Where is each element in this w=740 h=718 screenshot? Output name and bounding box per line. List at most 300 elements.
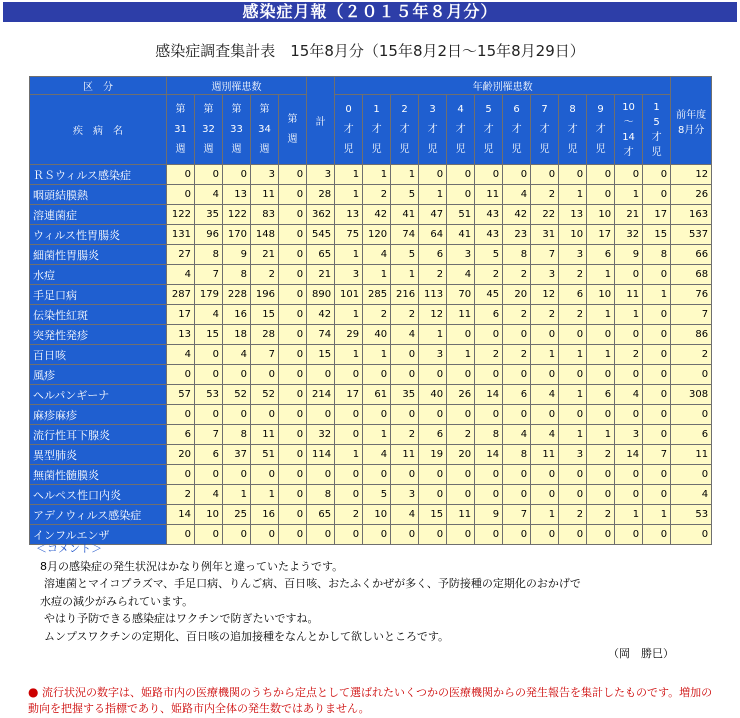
case-count-cell: 1 bbox=[391, 265, 419, 285]
case-count-cell: 5 bbox=[391, 245, 419, 265]
case-count-cell: 74 bbox=[307, 325, 335, 345]
case-count-cell: 228 bbox=[223, 285, 251, 305]
disease-name-cell: 突発性発疹 bbox=[30, 325, 167, 345]
case-count-cell: 43 bbox=[475, 205, 503, 225]
case-count-cell: 0 bbox=[391, 345, 419, 365]
case-count-cell: 0 bbox=[307, 465, 335, 485]
case-count-cell: 0 bbox=[195, 525, 223, 545]
case-count-cell: 31 bbox=[531, 225, 559, 245]
case-count-cell: 0 bbox=[419, 365, 447, 385]
comment-line: ムンプスワクチンの定期化、百日咳の追加接種をなんとかして欲しいところです。 bbox=[44, 629, 450, 643]
case-count-cell: 0 bbox=[643, 485, 671, 505]
case-count-cell: 131 bbox=[167, 225, 195, 245]
case-count-cell: 17 bbox=[587, 225, 615, 245]
header-age-char: 5 bbox=[485, 103, 492, 115]
case-count-cell: 5 bbox=[475, 245, 503, 265]
case-count-cell: 27 bbox=[167, 245, 195, 265]
case-count-cell: 35 bbox=[195, 205, 223, 225]
case-count-cell: 4 bbox=[363, 245, 391, 265]
case-count-cell: 1 bbox=[335, 245, 363, 265]
case-count-cell: 1 bbox=[391, 165, 419, 185]
case-count-cell: 0 bbox=[391, 465, 419, 485]
case-count-cell: 3 bbox=[559, 445, 587, 465]
case-count-cell: 0 bbox=[643, 345, 671, 365]
case-count-cell: 0 bbox=[643, 405, 671, 425]
header-week-char: 週 bbox=[203, 143, 214, 155]
case-count-cell: 0 bbox=[363, 365, 391, 385]
case-count-cell: 76 bbox=[671, 285, 712, 305]
disease-name-cell: 無菌性髄膜炎 bbox=[30, 465, 167, 485]
header-prev-year-line1: 前年度 bbox=[676, 109, 707, 121]
case-count-cell: 0 bbox=[643, 165, 671, 185]
case-count-cell: 1 bbox=[615, 305, 643, 325]
case-count-cell: 53 bbox=[671, 505, 712, 525]
case-count-cell: 2 bbox=[559, 305, 587, 325]
case-count-cell: 0 bbox=[475, 365, 503, 385]
case-count-cell: 0 bbox=[615, 165, 643, 185]
case-count-cell: 0 bbox=[279, 465, 307, 485]
header-age-char: 才 bbox=[651, 131, 662, 143]
case-count-cell: 1 bbox=[587, 305, 615, 325]
case-count-cell: 0 bbox=[531, 365, 559, 385]
case-count-cell: 0 bbox=[167, 465, 195, 485]
case-count-cell: 2 bbox=[419, 265, 447, 285]
case-count-cell: 65 bbox=[307, 245, 335, 265]
case-count-cell: 7 bbox=[195, 425, 223, 445]
case-count-cell: 3 bbox=[307, 165, 335, 185]
header-age-char: 児 bbox=[371, 143, 382, 155]
case-count-cell: 1 bbox=[223, 485, 251, 505]
case-count-cell: 0 bbox=[559, 465, 587, 485]
case-count-cell: 0 bbox=[587, 365, 615, 385]
table-row bbox=[30, 425, 712, 445]
case-count-cell: 8 bbox=[223, 425, 251, 445]
case-count-cell: 0 bbox=[615, 365, 643, 385]
header-week-1 bbox=[167, 95, 195, 165]
case-count-cell: 12 bbox=[419, 305, 447, 325]
case-count-cell: 14 bbox=[475, 445, 503, 465]
case-count-cell: 0 bbox=[167, 405, 195, 425]
header-age-char: 児 bbox=[343, 143, 354, 155]
case-count-cell: 0 bbox=[559, 405, 587, 425]
case-count-cell: 65 bbox=[307, 505, 335, 525]
table-row bbox=[30, 405, 712, 425]
case-count-cell: 2 bbox=[447, 425, 475, 445]
disease-name-cell: 伝染性紅斑 bbox=[30, 305, 167, 325]
case-count-cell: 26 bbox=[671, 185, 712, 205]
report-banner-title: 感染症月報（２０１５年８月分） bbox=[3, 2, 737, 22]
case-count-cell: 0 bbox=[503, 405, 531, 425]
header-age-char: 0 bbox=[345, 103, 352, 115]
disease-name-cell: アデノウィルス感染症 bbox=[30, 505, 167, 525]
header-age-char: ～ bbox=[623, 116, 634, 128]
case-count-cell: 9 bbox=[223, 245, 251, 265]
header-age-char: 14 bbox=[622, 131, 635, 143]
case-count-cell: 0 bbox=[195, 405, 223, 425]
header-age-char: 才 bbox=[567, 123, 578, 135]
case-count-cell: 2 bbox=[559, 505, 587, 525]
case-count-cell: 0 bbox=[223, 525, 251, 545]
header-age-char: 才 bbox=[343, 123, 354, 135]
case-count-cell: 0 bbox=[447, 185, 475, 205]
case-count-cell: 0 bbox=[587, 165, 615, 185]
case-count-cell: 5 bbox=[363, 485, 391, 505]
disease-survey-table bbox=[29, 76, 712, 545]
header-week-4 bbox=[251, 95, 279, 165]
case-count-cell: 1 bbox=[643, 285, 671, 305]
case-count-cell: 11 bbox=[391, 445, 419, 465]
case-count-cell: 163 bbox=[671, 205, 712, 225]
case-count-cell: 2 bbox=[531, 305, 559, 325]
case-count-cell: 890 bbox=[307, 285, 335, 305]
case-count-cell: 3 bbox=[391, 485, 419, 505]
case-count-cell: 4 bbox=[615, 385, 643, 405]
case-count-cell: 15 bbox=[195, 325, 223, 345]
case-count-cell: 0 bbox=[391, 365, 419, 385]
case-count-cell: 0 bbox=[503, 365, 531, 385]
case-count-cell: 287 bbox=[167, 285, 195, 305]
case-count-cell: 0 bbox=[587, 405, 615, 425]
case-count-cell: 17 bbox=[643, 205, 671, 225]
case-count-cell: 4 bbox=[447, 265, 475, 285]
case-count-cell: 61 bbox=[363, 385, 391, 405]
case-count-cell: 0 bbox=[643, 265, 671, 285]
case-count-cell: 0 bbox=[335, 425, 363, 445]
case-count-cell: 0 bbox=[531, 325, 559, 345]
header-age-char: 児 bbox=[427, 143, 438, 155]
header-age-9 bbox=[559, 95, 587, 165]
case-count-cell: 0 bbox=[279, 305, 307, 325]
case-count-cell: 0 bbox=[503, 165, 531, 185]
case-count-cell: 0 bbox=[559, 525, 587, 545]
case-count-cell: 4 bbox=[223, 345, 251, 365]
case-count-cell: 148 bbox=[251, 225, 279, 245]
case-count-cell: 0 bbox=[223, 365, 251, 385]
case-count-cell: 2 bbox=[503, 265, 531, 285]
case-count-cell: 0 bbox=[251, 465, 279, 485]
case-count-cell: 0 bbox=[195, 365, 223, 385]
header-age-char: 8 bbox=[569, 103, 576, 115]
case-count-cell: 3 bbox=[251, 165, 279, 185]
case-count-cell: 1 bbox=[335, 345, 363, 365]
case-count-cell: 6 bbox=[419, 425, 447, 445]
case-count-cell: 0 bbox=[531, 485, 559, 505]
case-count-cell: 0 bbox=[587, 525, 615, 545]
case-count-cell: 68 bbox=[671, 265, 712, 285]
header-week-char: 第 bbox=[259, 103, 270, 115]
header-weekly-cases: 週別罹患数 bbox=[167, 77, 307, 95]
case-count-cell: 4 bbox=[531, 385, 559, 405]
case-count-cell: 0 bbox=[475, 405, 503, 425]
table-row bbox=[30, 465, 712, 485]
table-row bbox=[30, 445, 712, 465]
header-disease-name: 疾 病 名 bbox=[30, 95, 167, 165]
case-count-cell: 0 bbox=[279, 285, 307, 305]
case-count-cell: 6 bbox=[587, 245, 615, 265]
table-row bbox=[30, 265, 712, 285]
case-count-cell: 0 bbox=[531, 525, 559, 545]
case-count-cell: 51 bbox=[447, 205, 475, 225]
header-age-char: 1 bbox=[373, 103, 380, 115]
case-count-cell: 0 bbox=[251, 405, 279, 425]
case-count-cell: 0 bbox=[279, 405, 307, 425]
case-count-cell: 42 bbox=[307, 305, 335, 325]
header-age-3 bbox=[391, 95, 419, 165]
header-age-5 bbox=[447, 95, 475, 165]
case-count-cell: 0 bbox=[419, 405, 447, 425]
case-count-cell: 6 bbox=[671, 425, 712, 445]
header-age-char: 才 bbox=[539, 123, 550, 135]
case-count-cell: 12 bbox=[531, 285, 559, 305]
case-count-cell: 4 bbox=[195, 305, 223, 325]
case-count-cell: 1 bbox=[335, 445, 363, 465]
header-age-char: 1 bbox=[653, 101, 660, 113]
table-row bbox=[30, 365, 712, 385]
case-count-cell: 25 bbox=[223, 505, 251, 525]
case-count-cell: 0 bbox=[475, 525, 503, 545]
case-count-cell: 3 bbox=[419, 345, 447, 365]
header-age-char: 児 bbox=[483, 143, 494, 155]
header-prev-year-line2: 8月分 bbox=[677, 124, 705, 136]
header-age-char: 才 bbox=[511, 123, 522, 135]
case-count-cell: 1 bbox=[335, 185, 363, 205]
case-count-cell: 0 bbox=[643, 185, 671, 205]
header-age-char: 才 bbox=[623, 146, 634, 158]
table-row bbox=[30, 165, 712, 185]
table-row bbox=[30, 305, 712, 325]
case-count-cell: 13 bbox=[559, 205, 587, 225]
case-count-cell: 0 bbox=[279, 265, 307, 285]
case-count-cell: 122 bbox=[223, 205, 251, 225]
disease-name-cell: ウィルス性胃腸炎 bbox=[30, 225, 167, 245]
case-count-cell: 0 bbox=[587, 325, 615, 345]
header-week-char: 第 bbox=[287, 113, 298, 125]
case-count-cell: 13 bbox=[167, 325, 195, 345]
case-count-cell: 0 bbox=[447, 485, 475, 505]
case-count-cell: 2 bbox=[587, 445, 615, 465]
header-age-char: 9 bbox=[597, 103, 604, 115]
case-count-cell: 1 bbox=[419, 185, 447, 205]
comment-line: やはり予防できる感染症はワクチンで防ぎたいですね。 bbox=[44, 612, 319, 625]
disease-name-cell: インフルエンザ bbox=[30, 525, 167, 545]
case-count-cell: 2 bbox=[671, 345, 712, 365]
case-count-cell: 2 bbox=[503, 305, 531, 325]
case-count-cell: 2 bbox=[531, 185, 559, 205]
disease-name-cell: ＲＳウィルス感染症 bbox=[30, 165, 167, 185]
case-count-cell: 1 bbox=[363, 165, 391, 185]
case-count-cell: 41 bbox=[447, 225, 475, 245]
comment-signature: （岡 勝巳） bbox=[608, 647, 674, 660]
case-count-cell: 1 bbox=[363, 345, 391, 365]
case-count-cell: 6 bbox=[167, 425, 195, 445]
header-age-char: 6 bbox=[513, 103, 520, 115]
case-count-cell: 1 bbox=[587, 425, 615, 445]
case-count-cell: 9 bbox=[475, 505, 503, 525]
header-age-char: 10 bbox=[622, 101, 635, 113]
case-count-cell: 7 bbox=[251, 345, 279, 365]
case-count-cell: 0 bbox=[447, 325, 475, 345]
case-count-cell: 0 bbox=[223, 405, 251, 425]
disease-name-cell: 異型肺炎 bbox=[30, 445, 167, 465]
case-count-cell: 6 bbox=[503, 385, 531, 405]
header-week-char: 31 bbox=[174, 123, 187, 135]
case-count-cell: 7 bbox=[643, 445, 671, 465]
header-age-char: 3 bbox=[429, 103, 436, 115]
header-age-8 bbox=[531, 95, 559, 165]
case-count-cell: 0 bbox=[531, 465, 559, 485]
case-count-cell: 1 bbox=[559, 345, 587, 365]
case-count-cell: 29 bbox=[335, 325, 363, 345]
case-count-cell: 4 bbox=[363, 445, 391, 465]
case-count-cell: 0 bbox=[279, 445, 307, 465]
case-count-cell: 0 bbox=[587, 485, 615, 505]
case-count-cell: 3 bbox=[447, 245, 475, 265]
header-age-char: 児 bbox=[539, 143, 550, 155]
case-count-cell: 35 bbox=[391, 385, 419, 405]
case-count-cell: 8 bbox=[643, 245, 671, 265]
case-count-cell: 51 bbox=[251, 445, 279, 465]
red-bullet-icon: ● bbox=[28, 685, 39, 699]
case-count-cell: 0 bbox=[335, 485, 363, 505]
case-count-cell: 2 bbox=[391, 305, 419, 325]
disease-name-cell: 細菌性胃腸炎 bbox=[30, 245, 167, 265]
case-count-cell: 2 bbox=[363, 305, 391, 325]
case-count-cell: 0 bbox=[335, 365, 363, 385]
disease-name-cell: 溶連菌症 bbox=[30, 205, 167, 225]
case-count-cell: 285 bbox=[363, 285, 391, 305]
case-count-cell: 2 bbox=[615, 345, 643, 365]
case-count-cell: 8 bbox=[307, 485, 335, 505]
header-age-char: 児 bbox=[651, 146, 662, 158]
case-count-cell: 2 bbox=[363, 185, 391, 205]
case-count-cell: 362 bbox=[307, 205, 335, 225]
case-count-cell: 0 bbox=[167, 525, 195, 545]
case-count-cell: 0 bbox=[195, 165, 223, 185]
case-count-cell: 0 bbox=[615, 485, 643, 505]
case-count-cell: 7 bbox=[195, 265, 223, 285]
case-count-cell: 10 bbox=[587, 285, 615, 305]
case-count-cell: 45 bbox=[475, 285, 503, 305]
case-count-cell: 0 bbox=[223, 165, 251, 185]
case-count-cell: 0 bbox=[307, 405, 335, 425]
case-count-cell: 0 bbox=[447, 365, 475, 385]
header-age-4 bbox=[419, 95, 447, 165]
case-count-cell: 47 bbox=[419, 205, 447, 225]
case-count-cell: 4 bbox=[503, 425, 531, 445]
header-age-char: 児 bbox=[511, 143, 522, 155]
case-count-cell: 0 bbox=[475, 165, 503, 185]
case-count-cell: 1 bbox=[335, 165, 363, 185]
header-age-char: 才 bbox=[595, 123, 606, 135]
case-count-cell: 0 bbox=[559, 365, 587, 385]
case-count-cell: 70 bbox=[447, 285, 475, 305]
case-count-cell: 2 bbox=[251, 265, 279, 285]
case-count-cell: 0 bbox=[251, 525, 279, 545]
case-count-cell: 0 bbox=[279, 225, 307, 245]
header-week-char: 33 bbox=[230, 123, 243, 135]
case-count-cell: 0 bbox=[279, 185, 307, 205]
case-count-cell: 6 bbox=[475, 305, 503, 325]
case-count-cell: 0 bbox=[447, 405, 475, 425]
case-count-cell: 0 bbox=[503, 325, 531, 345]
case-count-cell: 14 bbox=[475, 385, 503, 405]
case-count-cell: 1 bbox=[363, 425, 391, 445]
case-count-cell: 101 bbox=[335, 285, 363, 305]
case-count-cell: 0 bbox=[643, 325, 671, 345]
case-count-cell: 1 bbox=[251, 485, 279, 505]
case-count-cell: 0 bbox=[643, 385, 671, 405]
header-week-char: 週 bbox=[175, 143, 186, 155]
case-count-cell: 0 bbox=[335, 405, 363, 425]
case-count-cell: 216 bbox=[391, 285, 419, 305]
case-count-cell: 0 bbox=[643, 305, 671, 325]
case-count-cell: 0 bbox=[279, 505, 307, 525]
case-count-cell: 1 bbox=[559, 425, 587, 445]
case-count-cell: 0 bbox=[671, 465, 712, 485]
case-count-cell: 1 bbox=[559, 385, 587, 405]
case-count-cell: 28 bbox=[251, 325, 279, 345]
header-age-char: 児 bbox=[567, 143, 578, 155]
case-count-cell: 2 bbox=[559, 265, 587, 285]
header-age-7 bbox=[503, 95, 531, 165]
header-prev-year bbox=[671, 77, 712, 165]
case-count-cell: 0 bbox=[391, 405, 419, 425]
case-count-cell: 0 bbox=[307, 525, 335, 545]
case-count-cell: 8 bbox=[223, 265, 251, 285]
case-count-cell: 0 bbox=[167, 365, 195, 385]
case-count-cell: 2 bbox=[587, 505, 615, 525]
case-count-cell: 0 bbox=[643, 525, 671, 545]
case-count-cell: 6 bbox=[195, 445, 223, 465]
case-count-cell: 0 bbox=[167, 185, 195, 205]
case-count-cell: 0 bbox=[279, 325, 307, 345]
case-count-cell: 1 bbox=[531, 345, 559, 365]
case-count-cell: 13 bbox=[223, 185, 251, 205]
header-week-char: 週 bbox=[287, 133, 298, 145]
case-count-cell: 6 bbox=[587, 385, 615, 405]
case-count-cell: 11 bbox=[615, 285, 643, 305]
case-count-cell: 1 bbox=[615, 505, 643, 525]
case-count-cell: 12 bbox=[671, 165, 712, 185]
case-count-cell: 0 bbox=[615, 265, 643, 285]
case-count-cell: 0 bbox=[559, 325, 587, 345]
case-count-cell: 113 bbox=[419, 285, 447, 305]
case-count-cell: 2 bbox=[475, 265, 503, 285]
header-age-char: 児 bbox=[595, 143, 606, 155]
case-count-cell: 537 bbox=[671, 225, 712, 245]
case-count-cell: 1 bbox=[559, 185, 587, 205]
case-count-cell: 7 bbox=[671, 305, 712, 325]
case-count-cell: 26 bbox=[447, 385, 475, 405]
case-count-cell: 4 bbox=[503, 185, 531, 205]
case-count-cell: 114 bbox=[307, 445, 335, 465]
case-count-cell: 4 bbox=[391, 505, 419, 525]
case-count-cell: 20 bbox=[447, 445, 475, 465]
case-count-cell: 0 bbox=[643, 465, 671, 485]
case-count-cell: 0 bbox=[447, 165, 475, 185]
case-count-cell: 66 bbox=[671, 245, 712, 265]
case-count-cell: 0 bbox=[335, 525, 363, 545]
case-count-cell: 0 bbox=[475, 325, 503, 345]
case-count-cell: 2 bbox=[391, 425, 419, 445]
case-count-cell: 0 bbox=[279, 365, 307, 385]
case-count-cell: 1 bbox=[531, 505, 559, 525]
case-count-cell: 0 bbox=[279, 165, 307, 185]
header-week-char: 34 bbox=[258, 123, 271, 135]
comment-line: 水痘の減少がみられています。 bbox=[40, 594, 194, 608]
disclaimer-note bbox=[28, 684, 718, 717]
case-count-cell: 0 bbox=[279, 485, 307, 505]
